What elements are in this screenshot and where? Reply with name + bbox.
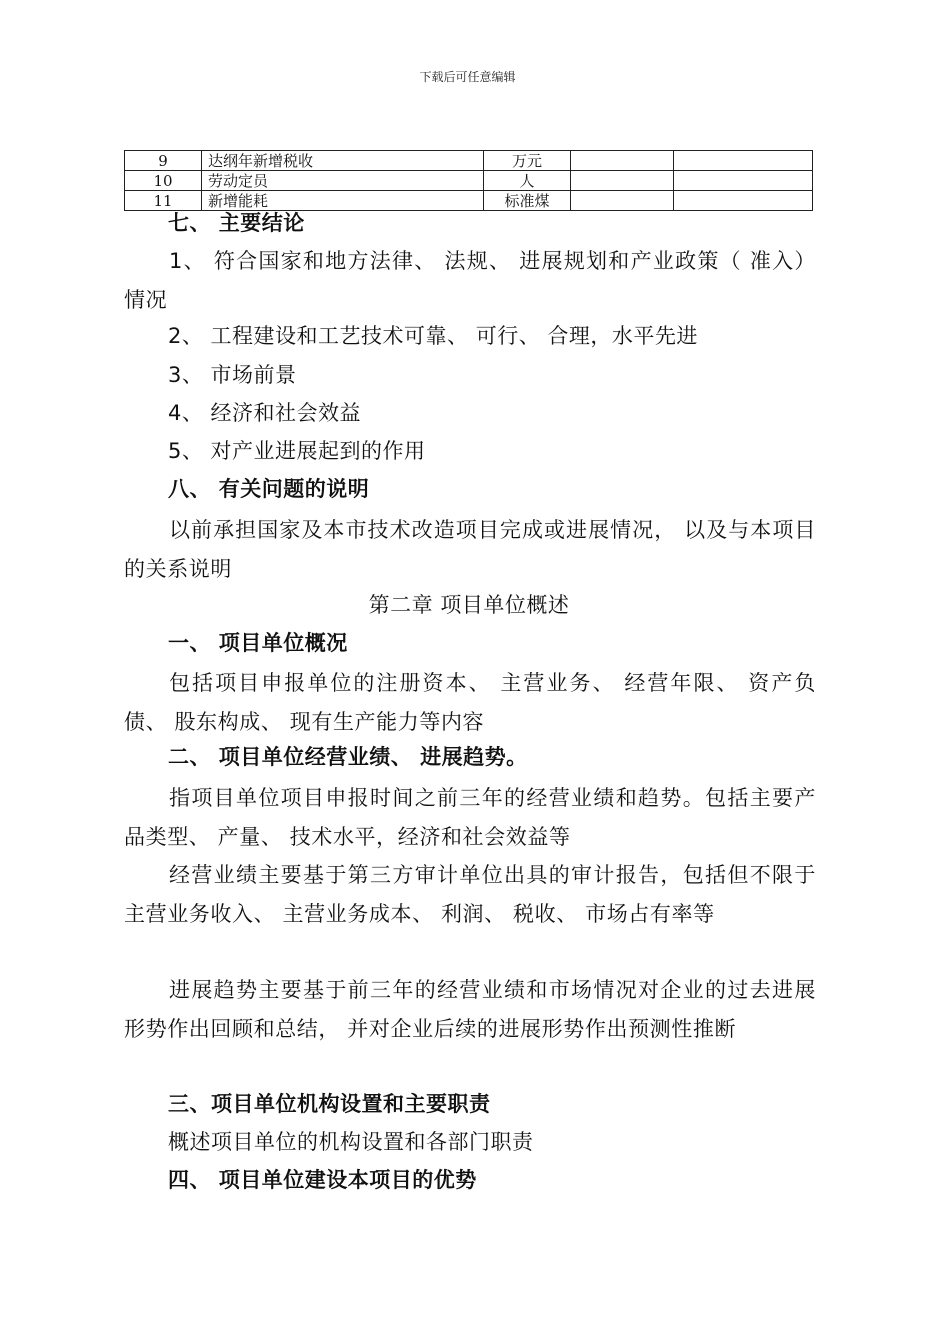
chapter2-s2-para-2: 经营业绩主要基于第三方审计单位出具的审计报告，包括但不限于主营业务收入、 主营业务成本、 利润、 税收、 市场占有率等: [124, 863, 816, 926]
row-value-cell: [674, 191, 813, 211]
table-row: [125, 151, 813, 171]
conclusion-item-3: 3、 市场前景: [168, 363, 297, 387]
row-value-cell: [674, 151, 813, 171]
chapter2-heading-1: 一、 项目单位概况: [168, 631, 348, 655]
page-header-note: 下载后可任意编辑: [419, 70, 516, 84]
row-number: 11: [125, 191, 202, 211]
row-value-cell: [571, 171, 674, 191]
chapter2-heading-2: 二、 项目单位经营业绩、 进展趋势。: [168, 745, 528, 769]
row-value-cell: [571, 191, 674, 211]
row-number: 9: [125, 151, 202, 171]
chapter-title: 第二章 项目单位概述: [368, 593, 570, 617]
conclusion-item-4: 4、 经济和社会效益: [168, 401, 362, 425]
row-value-cell: [571, 151, 674, 171]
row-indicator-name: 达纲年新增税收: [202, 151, 484, 171]
row-indicator-name: 劳动定员: [202, 171, 484, 191]
section-8-text: 以前承担国家及本市技术改造项目完成或进展情况， 以及与本项目的关系说明: [124, 518, 816, 581]
chapter2-s2-para-1: 指项目单位项目申报时间之前三年的经营业绩和趋势。包括主要产品类型、 产量、 技术水平，经济和社会效益等: [124, 786, 816, 849]
conclusion-item-1: 1、 符合国家和地方法律、 法规、 进展规划和产业政策（ 准入）情况: [124, 249, 816, 312]
indicator-table: [124, 150, 813, 211]
chapter2-s2-para-3: 进展趋势主要基于前三年的经营业绩和市场情况对企业的过去进展形势作出回顾和总结， 并对企业后续的进展形势作出预测性推断: [124, 978, 816, 1041]
chapter2-s3-text: 概述项目单位的机构设置和各部门职责: [168, 1130, 534, 1154]
row-number: 10: [125, 171, 202, 191]
table-row: [125, 171, 813, 191]
row-unit: 人: [484, 171, 571, 191]
chapter2-heading-4: 四、 项目单位建设本项目的优势: [168, 1168, 477, 1192]
section-heading-8: 八、 有关问题的说明: [168, 477, 370, 501]
row-unit: 标准煤: [484, 191, 571, 211]
chapter2-heading-3: 三、项目单位机构设置和主要职责: [168, 1092, 491, 1116]
section-heading-7: 七、 主要结论: [168, 211, 305, 235]
conclusion-item-5: 5、 对产业进展起到的作用: [168, 439, 426, 463]
chapter2-s1-text: 包括项目申报单位的注册资本、 主营业务、 经营年限、 资产负债、 股东构成、 现有生产能力等内容: [124, 671, 816, 734]
conclusion-item-2: 2、 工程建设和工艺技术可靠、 可行、 合理，水平先进: [168, 324, 698, 348]
row-value-cell: [674, 171, 813, 191]
row-unit: 万元: [484, 151, 571, 171]
row-indicator-name: 新增能耗: [202, 191, 484, 211]
